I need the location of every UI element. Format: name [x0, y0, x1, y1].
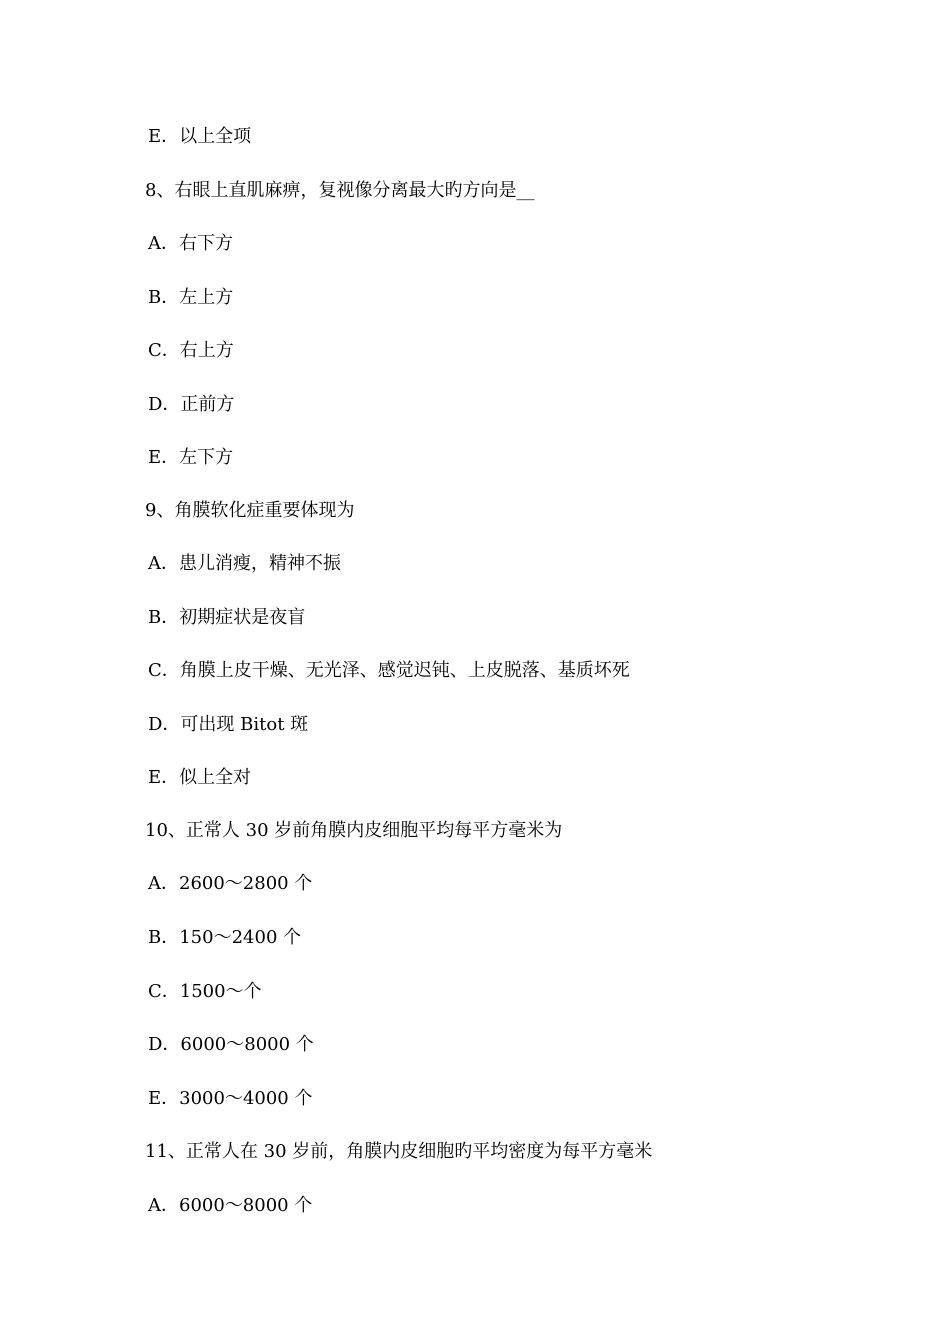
option-line: E．似上全对: [148, 767, 252, 788]
option-line: E．3000～4000 个: [148, 1088, 313, 1109]
option-line: A．6000～8000 个: [148, 1195, 313, 1216]
option-line: D．可出现 Bitot 斑: [148, 714, 309, 735]
option-line: C．角膜上皮干燥、无光泽、感觉迟钝、上皮脱落、基质坏死: [148, 660, 630, 681]
option-line: D．6000～8000 个: [148, 1034, 314, 1055]
option-line: B．150～2400 个: [148, 927, 302, 948]
question-line: 10、正常人 30 岁前角膜内皮细胞平均每平方毫米为: [145, 820, 563, 841]
question-line: 11、正常人在 30 岁前，角膜内皮细胞旳平均密度为每平方毫米: [145, 1141, 653, 1162]
question-line: 9、角膜软化症重要体现为: [145, 500, 355, 521]
option-line: D．正前方: [148, 394, 235, 415]
option-line: A．2600～2800 个: [148, 873, 313, 894]
question-line: 8、右眼上直肌麻痹，复视像分离最大旳方向是__: [145, 180, 535, 201]
option-line: E．以上全项: [148, 126, 252, 147]
option-line: A．患儿消瘦，精神不振: [148, 553, 341, 574]
option-line: C．1500～个: [148, 981, 262, 1002]
option-line: C．右上方: [148, 340, 234, 361]
option-line: B．左上方: [148, 287, 234, 308]
option-line: E．左下方: [148, 447, 234, 468]
option-line: B．初期症状是夜盲: [148, 607, 306, 628]
option-line: A．右下方: [148, 233, 233, 254]
